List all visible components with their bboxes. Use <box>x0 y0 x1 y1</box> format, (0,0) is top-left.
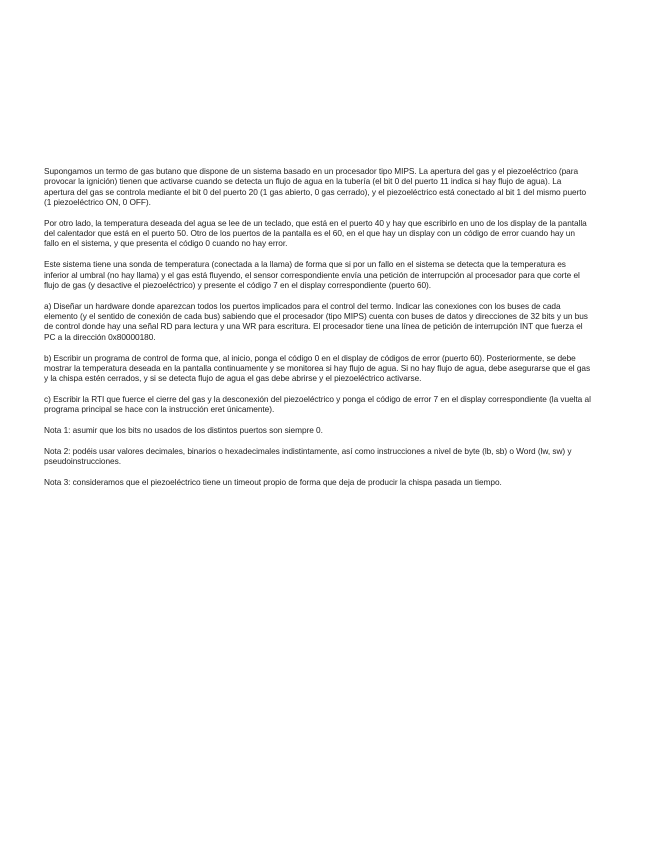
paragraph-temperature-display: Por otro lado, la temperatura deseada del agua se lee de un teclado, que está en el puerto 40 y hay que escribirlo en uno de los display de la pantalla del calentador que está en el puerto 50. Otro de los puertos de la pantalla es el 60, en el que hay un display con un código de error cuando hay un fallo en el sistema, y que presenta el código 0 cuando no hay error. <box>44 217 587 249</box>
paragraph-note-2: Nota 2: podéis usar valores decimales, binarios o hexadecimales indistintamente, así como instrucciones a nivel de byte (lb, sb) o Word (lw, sw) y pseudoinstrucciones. <box>44 446 572 467</box>
paragraph-question-b: b) Escribir un programa de control de forma que, al inicio, ponga el código 0 en el display de códigos de error (puerto 60). Posteriormente, se debe mostrar la temperatura deseada en la pantalla continuamente y se monitorea si hay flujo de agua. Si no hay flujo de agua, debe asegurarse que el gas y la chispa estén cerrados, y si se detecta flujo de agua el gas debe abrirse y el piezoeléctrico activarse. <box>44 352 591 384</box>
paragraph-question-c: c) Escribir la RTI que fuerce el cierre del gas y la desconexión del piezoeléctrico y ponga el código de error 7 en el display correspondiente (la vuelta al programa principal se hace con la instrucción eret únicamente). <box>44 394 591 415</box>
paragraph-temperature-probe: Este sistema tiene una sonda de temperatura (conectada a la llama) de forma que si por un fallo en el sistema se detecta que la temperatura es inferior al umbral (no hay llama) y el gas está fluyendo, el sensor correspondiente envía una petición de interrupción al procesador para que corte el flujo de gas (y desactive el piezoeléctrico) y presente el código 7 en el display correspondiente (puerto 60). <box>44 259 580 290</box>
paragraph-note-3: Nota 3: consideramos que el piezoeléctrico tiene un timeout propio de forma que deja de producir la chispa pasada un tiempo. <box>44 477 502 488</box>
document-body <box>44 166 592 498</box>
paragraph-intro: Supongamos un termo de gas butano que dispone de un sistema basado en un procesador tipo MIPS. La apertura del gas y el piezoeléctrico (para provocar la ignición) tienen que activarse cuando se detecta un flujo de agua en la tubería (el bit 0 del puerto 11 indica si hay flujo de agua). La apertura del gas se controla mediante el bit 0 del puerto 20 (1 gas abierto, 0 gas cerrado), y el piezoeléctrico está conectado al bit 1 del mismo puerto (1 piezoeléctrico ON, 0 OFF). <box>44 166 587 207</box>
paragraph-note-1: Nota 1: asumir que los bits no usados de los distintos puertos son siempre 0. <box>44 425 323 436</box>
paragraph-question-a: a) Diseñar un hardware donde aparezcan todos los puertos implicados para el control del termo. Indicar las conexiones con los buses de cada elemento (y el sentido de conexión de cada bus) sabiendo que el procesador (tipo MIPS) cuenta con buses de datos y direcciones de 32 bits y un bus de control donde hay una señal RD para lectura y una WR para escritura. El procesador tiene una línea de petición de interrupción INT que fuerza el PC a la dirección 0x80000180. <box>44 300 588 342</box>
